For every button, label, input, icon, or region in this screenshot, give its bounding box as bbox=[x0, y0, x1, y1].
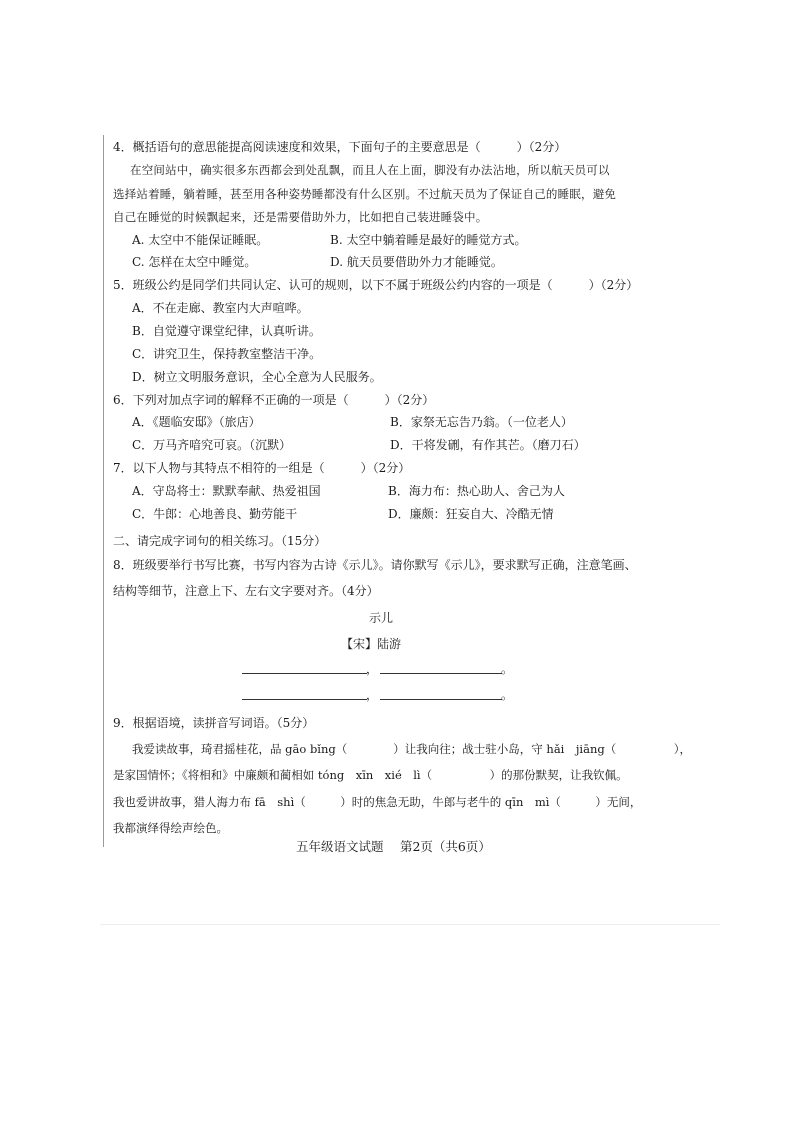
poem-blank-line-4[interactable] bbox=[380, 699, 502, 700]
q5-option-a: A．不在走廊、教室内大声喧哗。 bbox=[132, 301, 309, 315]
poem-period: 。 bbox=[501, 662, 514, 676]
poem-blank-line-3[interactable] bbox=[242, 699, 367, 700]
q4-option-d: D. 航天员要借助外力才能睡觉。 bbox=[330, 255, 503, 269]
q7-option-d: D．廉颇：狂妄自大、冷酷无情 bbox=[388, 507, 554, 521]
q4-passage-line: 自己在睡觉的时候飘起来，还是需要借助外力，比如把自己装进睡袋中。 bbox=[113, 210, 488, 224]
q5-option-b: B．自觉遵守课堂纪律，认真听讲。 bbox=[132, 324, 321, 338]
page-footer: 五年级语文试题 第2页（共6页） bbox=[296, 839, 491, 854]
q5-option-d: D．树立文明服务意识，全心全意为人民服务。 bbox=[132, 370, 382, 384]
q9-context-line: 我都演绎得绘声绘色。 bbox=[113, 821, 228, 835]
q6-stem: 6．下列对加点字词的解释不正确的一项是（ ）（2分） bbox=[113, 393, 435, 407]
q9-context-line: 我也爱讲故事，猎人海力布 fā shì（ ）时的焦急无助，牛郎与老牛的 qīn mì（ ）无间， bbox=[113, 795, 642, 809]
poem-blank-line-1[interactable] bbox=[242, 673, 367, 674]
q9-context-line: 是家国情怀；《将相和》中廉颇和蔺相如 tóng xīn xié lì（ ）的那份默契，让我钦佩。 bbox=[113, 768, 628, 782]
q4-stem: 4．概括语句的意思能提高阅读速度和效果，下面句子的主要意思是（ ）（2分） bbox=[113, 140, 567, 154]
poem-author: 【宋】陆游 bbox=[341, 637, 402, 651]
q6-option-a: A．《题临安邸》（旅店） bbox=[132, 415, 261, 429]
q4-passage-line: 在空间站中，确实很多东西都会到处乱飘，而且人在上面，脚没有办法沾地，所以航天员可以 bbox=[130, 163, 610, 177]
q6-option-c: C．万马齐喑究可哀。（沉默） bbox=[132, 438, 292, 452]
q4-option-b: B. 太空中躺着睡是最好的睡觉方式。 bbox=[330, 233, 527, 247]
binding-margin-line bbox=[103, 135, 104, 847]
q7-option-b: B．海力布：热心助人、舍己为人 bbox=[388, 484, 565, 498]
q7-option-c: C．牛郎：心地善良、勤劳能干 bbox=[132, 507, 298, 521]
poem-title: 示儿 bbox=[369, 611, 394, 625]
poem-blank-line-2[interactable] bbox=[380, 673, 502, 674]
poem-comma: ， bbox=[366, 662, 379, 676]
q5-stem: 5．班级公约是同学们共同认定、认可的规则，以下不属于班级公约内容的一项是（ ）（2分） bbox=[113, 278, 639, 292]
q4-option-c: C. 怎样在太空中睡觉。 bbox=[132, 255, 257, 269]
q8-stem: 8．班级要举行书写比赛，书写内容为古诗《示儿》。请你默写《示儿》，要求默写正确，注意笔画、 bbox=[113, 558, 637, 572]
q4-option-a: A. 太空中不能保证睡眠。 bbox=[132, 233, 269, 247]
scan-artifact-line bbox=[100, 924, 720, 925]
q9-context-line: 我爱读故事，琦君摇桂花，品 gāo bǐng（ ）让我向往；战士驻小岛，守 hǎi jiāng（ ）， bbox=[132, 742, 691, 756]
section-2-heading: 二、请完成字词句的相关练习。（15分） bbox=[113, 534, 327, 548]
q9-stem: 9．根据语境，读拼音写词语。（5分） bbox=[113, 716, 315, 730]
poem-period: 。 bbox=[501, 688, 514, 702]
q5-option-c: C．讲究卫生，保持教室整洁干净。 bbox=[132, 347, 322, 361]
poem-comma: ， bbox=[366, 688, 379, 702]
q6-option-b: B．家祭无忘告乃翁。（一位老人） bbox=[390, 415, 573, 429]
q8-stem-continued: 结构等细节，注意上下、左右文字要对齐。（4分） bbox=[113, 584, 379, 598]
q7-option-a: A．守岛将士：默默奉献、热爱祖国 bbox=[132, 484, 321, 498]
q7-stem: 7．以下人物与其特点不相符的一组是（ ）（2分） bbox=[113, 461, 411, 475]
q6-option-d: D．干将发硎，有作其芒。（磨刀石） bbox=[390, 438, 586, 452]
q4-passage-line: 选择站着睡，躺着睡，甚至用各种姿势睡都没有什么区别。不过航天员为了保证自己的睡眠，避免 bbox=[113, 187, 617, 201]
